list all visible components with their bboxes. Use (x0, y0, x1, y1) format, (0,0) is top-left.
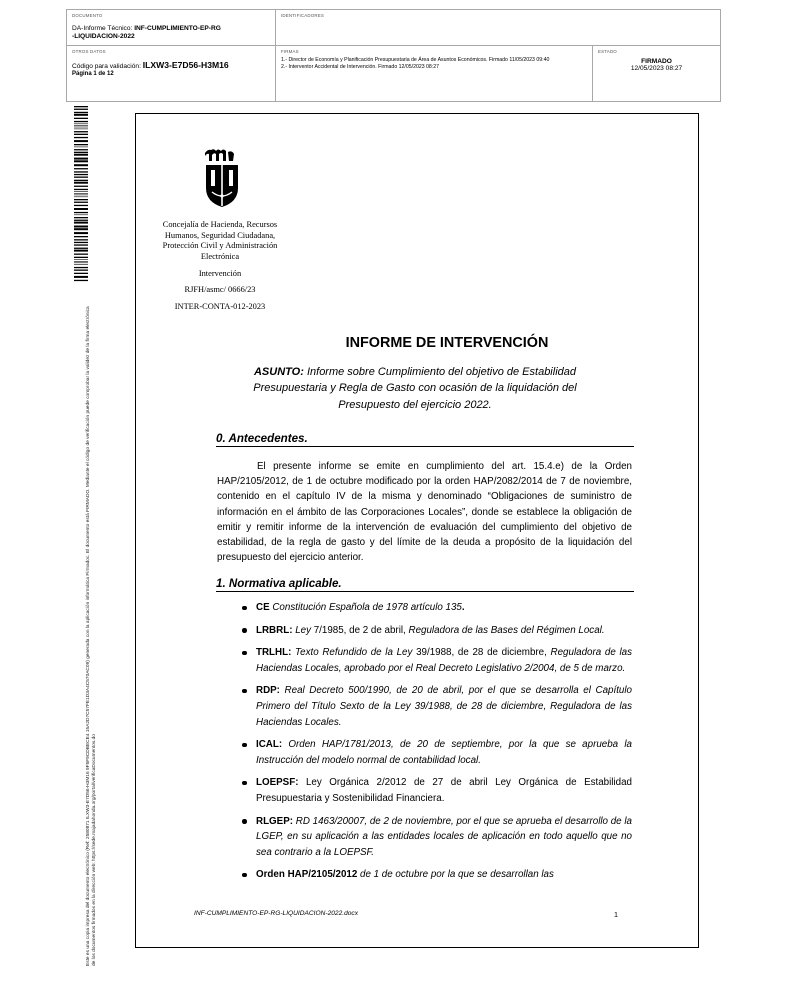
coat-of-arms-icon (202, 148, 242, 208)
normativa-list (230, 600, 632, 890)
document-metadata-table (66, 9, 721, 102)
bullet-icon (242, 781, 247, 786)
estado-cell (593, 46, 720, 101)
list-item: RDP: Real Decreto 500/1990, de 20 de abril, por el que se desarrolla el Capítulo Primero del Título Sexto de la Ley 39/1988, de 28 de diciembre, Reguladora de las Haciendas Locales. (230, 683, 632, 730)
bullet-icon (242, 606, 247, 611)
documento-caption: DOCUMENTO (72, 13, 103, 18)
antecedentes-paragraph: El presente informe se emite en cumplimiento del art. 15.4.e) de la Orden HAP/2105/2012, de 1 de octubre modificado por la orden HAP/2082/2014 de 7 de noviembre, contenido en el capítulo IV de la misma y denominado “Obligaciones de suministro de información en el ámbito de las Corporaciones Locales”, donde se establece la obligación de emitir y remitir informe de la intervención de evaluación del cumplimiento del objetivo de estabilidad, de la regla de gasto y del límite de la deuda a propósito de la liquidación del presupuesto del ejercicio anterior. (217, 461, 632, 564)
documento-cell (67, 10, 276, 46)
verification-margin-text: Este es una copia impresa del documento electrónico (Ref: 2580871 ILXW3-E7D56-H3M16 9F5F9CDBECE4 15A2D7C57FE1D3A4C570AC09) generada con la aplicación informática Firmadoc. El documento está FIRMADO. Mediante el código de verificación puede comprobar la validez de la firma electrónica de los documentos firmados en la dirección web: https://sede.majadahonda.org/portal/verificaDocumentos.do (86, 306, 98, 966)
department-name: Concejalía de Hacienda, Recursos Humanos, Seguridad Ciudadana, Protección Civil y Administración Electrónica (162, 220, 278, 261)
subject-label: ASUNTO: (253, 366, 304, 378)
firmas-caption: FIRMAS (281, 49, 299, 54)
list-item: CE Constitución Española de 1978 artículo 135. (230, 600, 632, 616)
estado-caption: ESTADO (598, 49, 617, 54)
bullet-icon (242, 689, 247, 694)
document-title-line1: INF-CUMPLIMIENTO-EP-RG (134, 25, 221, 32)
bullet-icon (242, 873, 247, 878)
subject-block (240, 364, 590, 413)
document-title-prefix: DA-Informe Técnico: (72, 25, 135, 32)
otros-datos-caption: OTROS DATOS (72, 49, 106, 54)
identificadores-caption: IDENTIFICADORES (281, 13, 325, 18)
bullet-icon (242, 743, 247, 748)
list-item: LRBRL: Ley 7/1985, de 2 de abril, Reguladora de las Bases del Régimen Local. (230, 623, 632, 639)
department-unit: Intervención (198, 269, 242, 279)
list-item: RLGEP: RD 1463/20007, de 2 de noviembre, por el que se aprueba el desarrollo de la LGEP, en su aplicación a las entidades locales de aplicación en todo aquello que no sea contrario a la LOEPSF. (230, 814, 632, 861)
firmas-cell (276, 46, 593, 101)
bullet-icon (242, 628, 247, 633)
list-item: LOEPSF: Ley Orgánica 2/2012 de 27 de abril Ley Orgánica de Estabilidad Presupuestaria y Sostenibilidad Financiera. (230, 775, 632, 806)
document-title (72, 25, 270, 42)
page-indicator: Página 1 de 12 (72, 71, 114, 77)
status-badge: FIRMADO (641, 58, 672, 65)
page-title: INFORME DE INTERVENCIÓN (345, 335, 549, 351)
validation-line (72, 60, 270, 70)
bullet-icon (242, 651, 247, 656)
signature-entry: 2.- Interventor Accidental de Intervención. Firmado 12/05/2023 08:27 (281, 64, 440, 70)
barcode-icon (74, 106, 88, 282)
signature-entry: 1.- Director de Economía y Planificación Presupuestaria de Área de Asuntos Económicos. Firmado 11/05/2023 09:40 (281, 57, 550, 63)
validation-code: ILXW3-E7D56-H3M16 (142, 60, 229, 70)
bullet-icon (242, 819, 247, 824)
otros-datos-cell (67, 46, 276, 101)
status-date: 12/05/2023 08:27 (630, 65, 683, 72)
document-title-line2: -LIQUIDACION-2022 (72, 33, 135, 41)
list-item: Orden HAP/2105/2012 de 1 de octubre por la que se desarrollan las (230, 867, 632, 883)
department-code: INTER-CONTA-012-2023 (174, 301, 266, 311)
footer-page-number: 1 (614, 910, 618, 919)
list-item: ICAL: Orden HAP/1781/2013, de 20 de septiembre, por la que se aprueba la Instrucción del modelo normal de contabilidad local. (230, 737, 632, 768)
department-reference: RJFH/asmc/ 0666/23 (184, 284, 256, 294)
section-heading-normativa: 1. Normativa aplicable. (216, 577, 634, 592)
footer-filename: INF-CUMPLIMIENTO-EP-RG-LIQUIDACION-2022.docx (194, 910, 359, 917)
subject-text: Informe sobre Cumplimiento del objetivo de Estabilidad Presupuestaria y Regla de Gasto con ocasión de la liquidación del Presupuesto del ejercicio 2022. (253, 366, 577, 411)
department-block (150, 220, 290, 312)
document-page (135, 113, 699, 948)
section-heading-antecedentes: 0. Antecedentes. (216, 432, 634, 447)
list-item: TRLHL: Texto Refundido de la Ley 39/1988, de 28 de diciembre, Reguladora de las Haciendas Locales, aprobado por el Real Decreto Legislativo 2/2004, de 5 de marzo. (230, 645, 632, 676)
validation-label: Código para validación: (72, 63, 143, 70)
identificadores-cell (276, 10, 720, 46)
